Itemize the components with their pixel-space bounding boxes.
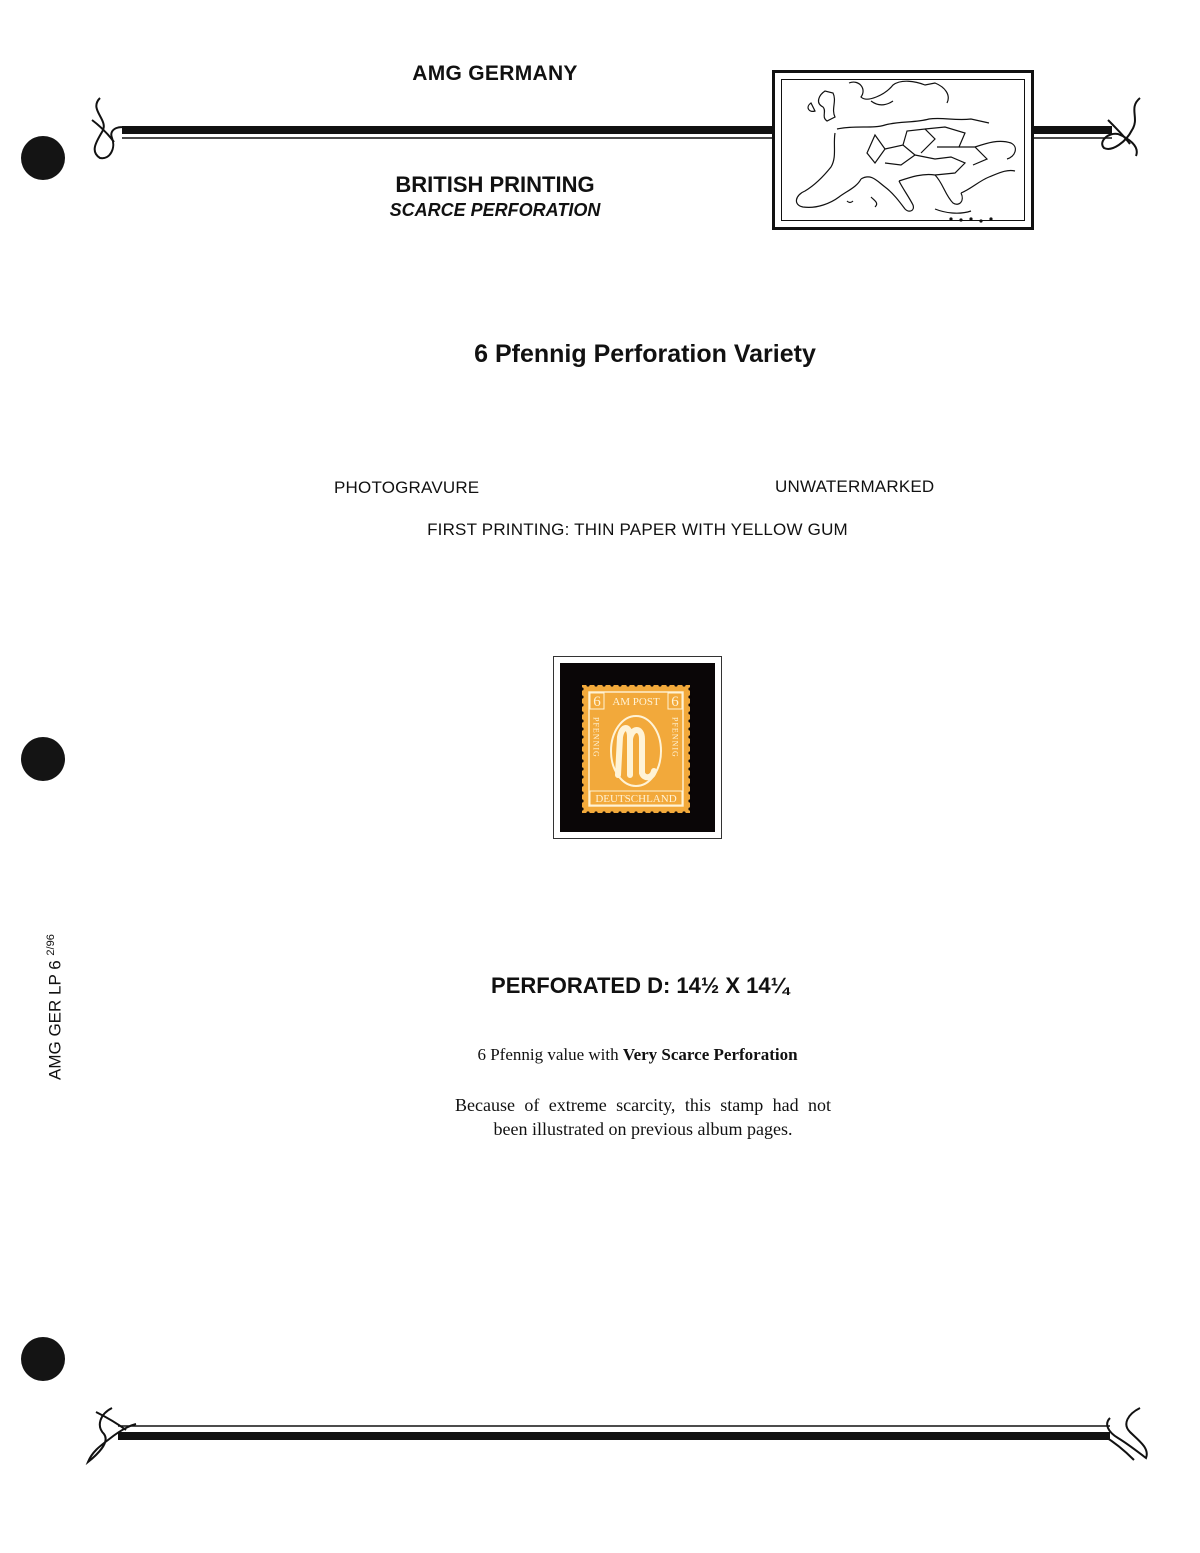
svg-text:AM POST: AM POST [612, 696, 660, 708]
printing-method-label: PHOTOGRAVURE [334, 478, 480, 497]
page-header-title: AMG GERMANY [412, 62, 578, 85]
svg-text:6: 6 [593, 694, 601, 710]
flourish-ornament-icon [1104, 1408, 1147, 1460]
scarcity-note: Because of extreme scarcity, this stamp had not been illustrated on previous album pages. [455, 1095, 831, 1139]
binder-hole-icon [21, 737, 65, 781]
page-subtitle-italic: SCARCE PERFORATION [389, 200, 601, 220]
svg-text:DEUTSCHLAND: DEUTSCHLAND [595, 793, 677, 805]
svg-text:PFENNIG: PFENNIG [591, 717, 601, 758]
page-reference-text: AMG GER LP 6 [45, 960, 65, 1080]
svg-text:PFENNIG: PFENNIG [670, 717, 680, 758]
binder-hole-icon [21, 1337, 65, 1381]
printing-note: FIRST PRINTING: THIN PAPER WITH YELLOW GUM [427, 520, 848, 539]
stamp-mount [553, 656, 722, 839]
page-reference-label [45, 934, 66, 1080]
svg-text:6: 6 [671, 694, 679, 710]
watermark-label: UNWATERMARKED [775, 477, 935, 496]
stamp-image [580, 683, 692, 815]
perforation-description-prefix: 6 Pfennig value with [477, 1045, 623, 1064]
page-subtitle: BRITISH PRINTING [395, 172, 595, 197]
perforation-description-bold: Very Scarce Perforation [622, 1045, 798, 1064]
europe-map-icon [772, 70, 1034, 230]
page-title: 6 Pfennig Perforation Variety [474, 340, 816, 368]
page-reference-date: 2/96 [45, 934, 57, 956]
perforation-heading: PERFORATED D: 14½ X 14¼ [491, 973, 789, 998]
flourish-ornament-icon [92, 98, 130, 158]
perforation-description [380, 1045, 895, 1065]
bottom-ornamental-rule [0, 1400, 1200, 1480]
